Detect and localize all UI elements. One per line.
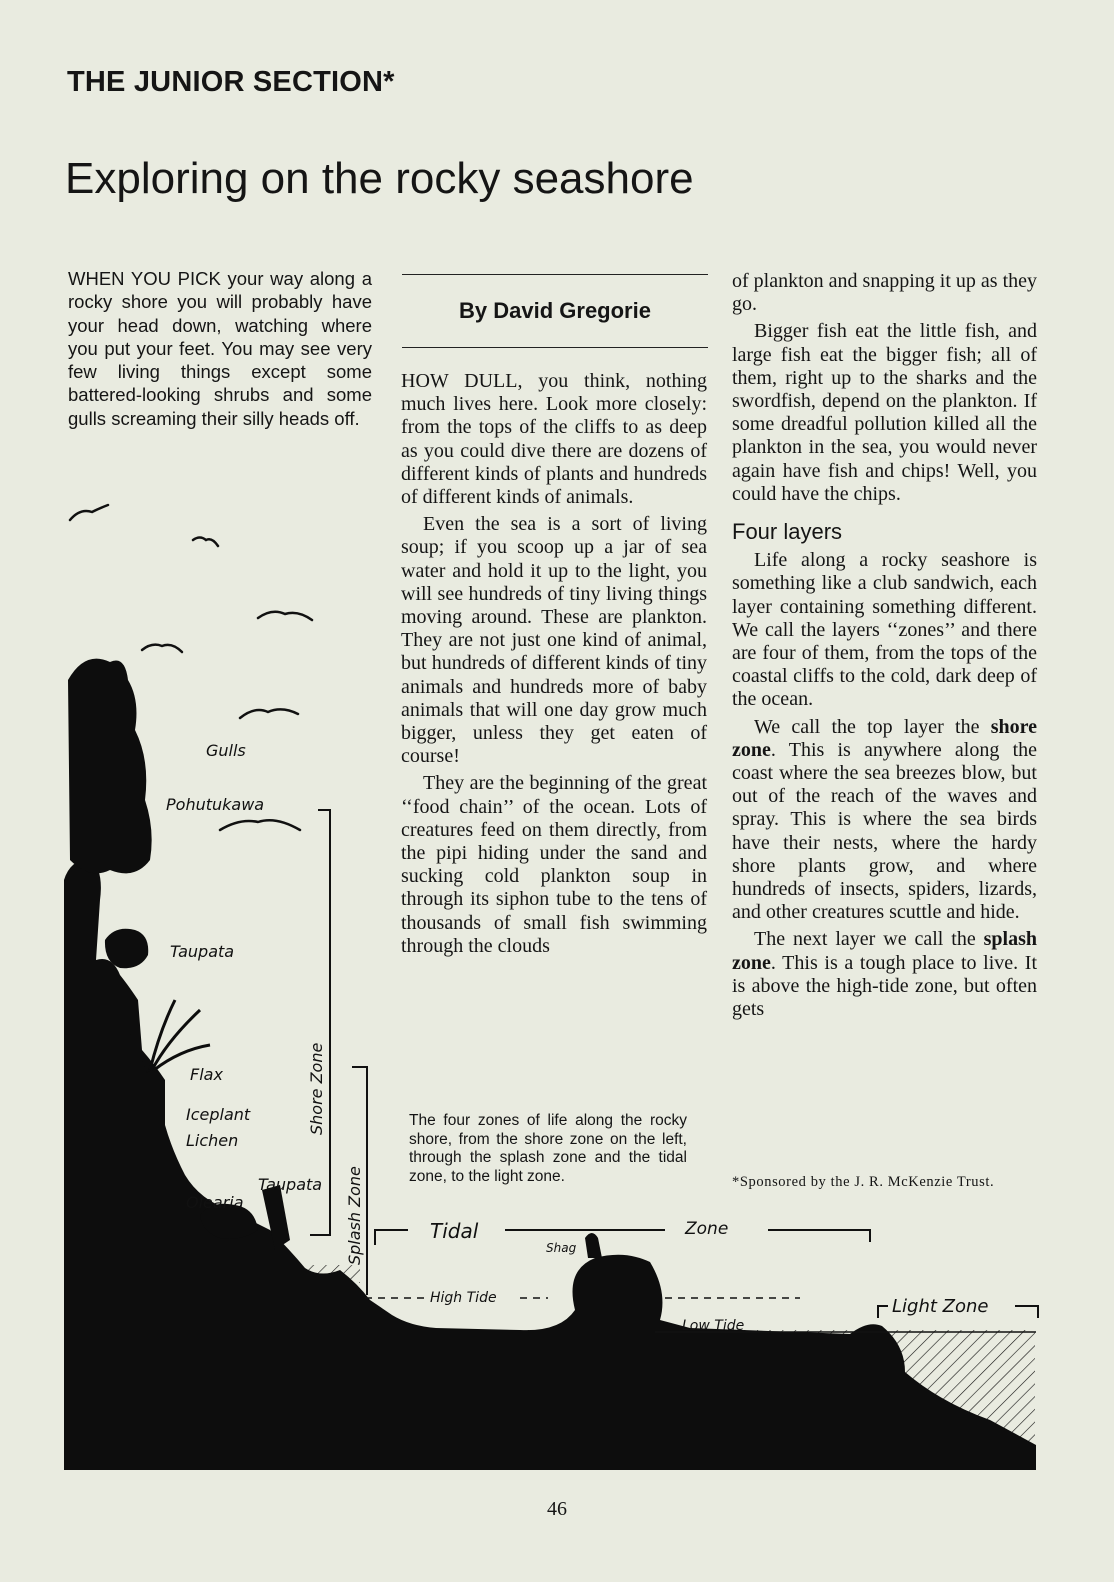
zone-brackets: [310, 810, 1038, 1318]
label-gulls: Gulls: [206, 741, 246, 760]
label-shore-zone: Shore Zone: [307, 1042, 326, 1135]
label-lichen: Lichen: [186, 1131, 239, 1150]
paragraph: Even the sea is a sort of living soup; if you scoop up a jar of sea water and hold it up to the light, you will see hundreds of tiny living things moving around. These are plankton. They are not just one kind of animal, but hundreds of different kinds of tiny animals and hundreds more of baby animals that will one day grow much bigger, unless they get eaten of course!: [401, 513, 707, 768]
figure-caption: The four zones of life along the rocky shore, from the shore zone on the left, through the splash zone and the tidal zone, to the light zone.: [409, 1112, 687, 1185]
label-taupata: Taupata: [170, 942, 235, 961]
label-low-tide: Low Tide: [682, 1318, 745, 1334]
section-heading: THE JUNIOR SECTION*: [67, 66, 395, 98]
paragraph: Bigger fish eat the little fish, and large fish eat the bigger fish; all of them, right up to the sharks and the swordfish, depend on the plankton. If some dreadful pollution killed all the plankton in the sea, you would never again have fish and chips! Well, you could have the chips.: [732, 320, 1037, 505]
term-shore-zone: shore zone: [732, 715, 1037, 761]
label-tidal: Tidal: [430, 1219, 479, 1243]
byline: By David Gregorie: [459, 298, 651, 323]
label-splash-zone: Splash Zone: [345, 1166, 364, 1265]
text: . This is anywhere along the coast where the sea breezes blow, but out of the reach of the waves and spray. This is where the sea birds have their nests, where the hardy shore plants grow, and where hundreds of insects, spiders, lizards, and other creatures scuttle and hide.: [732, 738, 1037, 924]
label-taupata-lower: Taupata: [258, 1175, 323, 1194]
article-title: Exploring on the rocky seashore: [65, 154, 694, 203]
paragraph: They are the beginning of the great ‘‘food chain’’ of the ocean. Lots of creatures feed on them directly, from the pipi hiding under the sand and sucking cold plankton soup in through its siphon tube to the tens of thousands of small fish swimming through the clouds: [401, 772, 707, 957]
text: We call the top layer the: [754, 715, 991, 738]
subheading-four-layers: Four layers: [732, 519, 843, 545]
label-shag: Shag: [546, 1241, 577, 1255]
footnote: *Sponsored by the J. R. McKenzie Trust.: [732, 1174, 995, 1190]
label-high-tide: High Tide: [430, 1290, 497, 1306]
label-light-zone: Light Zone: [892, 1296, 989, 1317]
paragraph: HOW DULL, you think, nothing much lives here. Look more closely: from the tops of the cliffs to as deep as you could dive there are dozens of different kinds of plants and hundreds of different kinds of animals.: [401, 370, 707, 509]
shag-bird-icon: [585, 1233, 602, 1258]
label-zone: Zone: [685, 1219, 729, 1239]
paragraph: Life along a rocky seashore is something like a club sandwich, each layer containing something different. We call the layers ‘‘zones’’ and there are four of them, from the tops of the coastal cliffs to the cold, dark deep of the ocean.: [732, 549, 1037, 711]
text: . This is a tough place to live. It is above the high-tide zone, but often gets: [732, 951, 1037, 1021]
pohutukawa-tree-icon: [68, 659, 152, 874]
term-splash-zone: splash zone: [732, 928, 1037, 974]
label-pohutukawa: Pohutukawa: [166, 795, 265, 814]
label-iceplant: Iceplant: [186, 1105, 251, 1124]
text: The next layer we call the: [754, 928, 984, 951]
paragraph: of plankton and snapping it up as they go.: [732, 270, 1037, 316]
taupata-shrub-icon: [105, 929, 148, 968]
label-olearia: Olearia: [186, 1193, 244, 1212]
label-flax: Flax: [190, 1065, 223, 1084]
intro-paragraph: WHEN YOU PICK your way along a rocky shore you will probably have your head down, watching where you put your feet. You may see very few living things except some battered-looking shrubs and some gulls screaming their silly heads off.: [68, 268, 372, 429]
page-number: 46: [547, 1498, 567, 1520]
